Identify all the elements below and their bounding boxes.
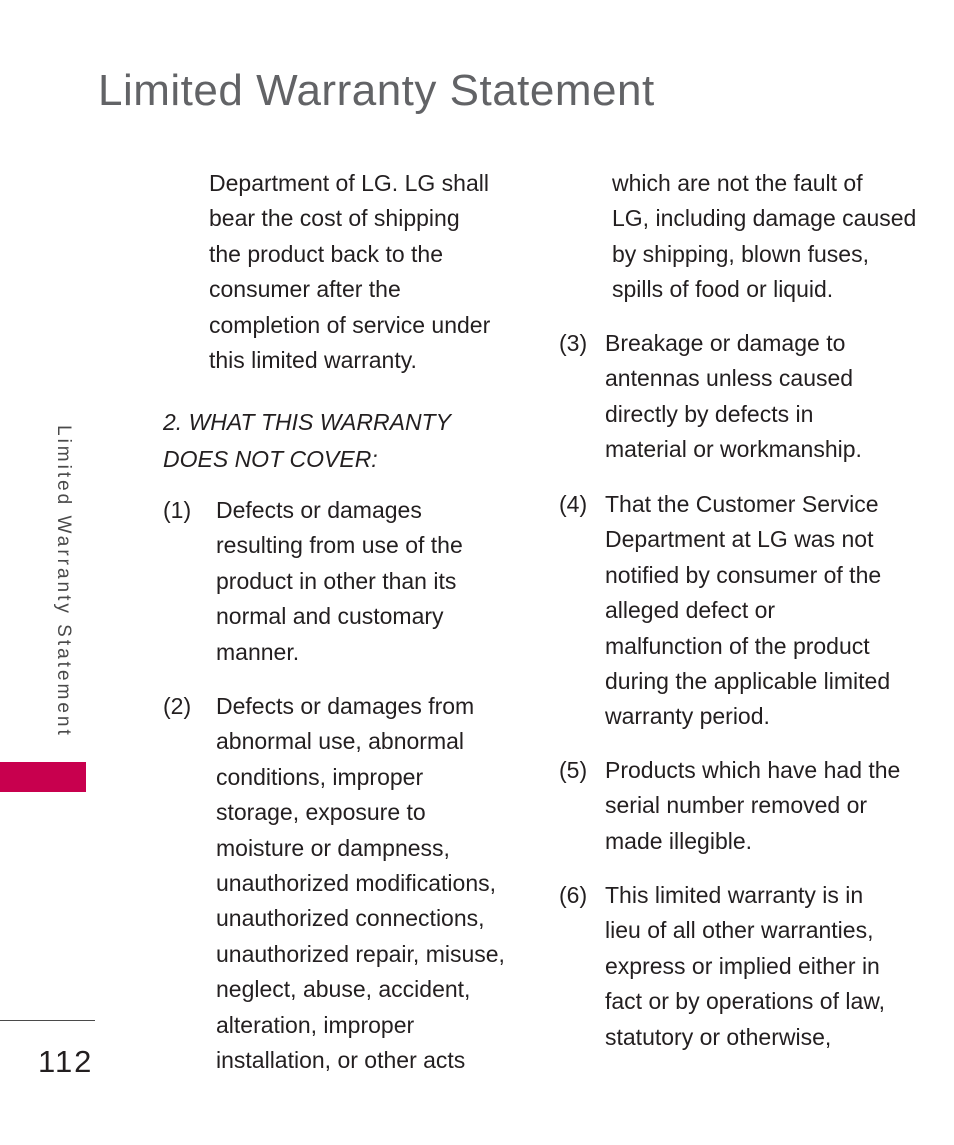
item-number: (1) bbox=[163, 497, 192, 523]
text-line: unauthorized modifications, bbox=[216, 870, 496, 897]
exclusion-item-6 bbox=[559, 878, 919, 1058]
text-line: LG, including damage caused bbox=[612, 205, 917, 232]
text-line: abnormal use, abnormal bbox=[216, 728, 465, 755]
item-number: (6) bbox=[559, 882, 588, 908]
text-line: manner. bbox=[216, 638, 300, 665]
item-number: (2) bbox=[163, 693, 192, 719]
text-line: unauthorized repair, misuse, bbox=[216, 940, 505, 967]
text-line: conditions, improper bbox=[216, 763, 424, 790]
text-line: lieu of all other warranties, bbox=[605, 917, 874, 944]
text-line: made illegible. bbox=[605, 827, 753, 854]
text-line: storage, exposure to bbox=[216, 799, 426, 826]
right-continuation-paragraph bbox=[612, 166, 916, 308]
text-line: resulting from use of the bbox=[216, 532, 463, 559]
exclusion-item-2 bbox=[163, 689, 503, 1084]
page-number: 112 bbox=[38, 1044, 94, 1079]
text-line: Defects or damages bbox=[216, 497, 422, 523]
item-text bbox=[216, 689, 505, 1078]
text-line: by shipping, blown fuses, bbox=[612, 240, 869, 267]
item-text bbox=[605, 326, 862, 468]
text-line: alteration, improper bbox=[216, 1011, 415, 1038]
exclusion-item-3 bbox=[559, 326, 919, 471]
text-line: bear the cost of shipping bbox=[209, 205, 460, 232]
text-line: this limited warranty. bbox=[209, 347, 417, 374]
text-line: statutory or otherwise, bbox=[605, 1023, 832, 1050]
text-line: installation, or other acts bbox=[216, 1047, 466, 1074]
text-line: Department at LG was not bbox=[605, 526, 874, 553]
text-line: serial number removed or bbox=[605, 792, 868, 819]
text-line: completion of service under bbox=[209, 311, 491, 338]
text-line: Defects or damages from bbox=[216, 693, 475, 719]
item-number: (4) bbox=[559, 491, 588, 517]
text-line: product in other than its bbox=[216, 567, 457, 594]
item-text bbox=[216, 493, 463, 670]
exclusion-item-1 bbox=[163, 493, 503, 673]
text-line: the product back to the bbox=[209, 240, 443, 267]
item-text bbox=[605, 487, 890, 735]
text-line: express or implied either in bbox=[605, 952, 880, 979]
text-line: moisture or dampness, bbox=[216, 834, 450, 861]
text-line: spills of food or liquid. bbox=[612, 276, 834, 303]
text-line: unauthorized connections, bbox=[216, 905, 485, 932]
heading-line: 2. WHAT THIS WARRANTY bbox=[163, 409, 451, 435]
page-title: Limited Warranty Statement bbox=[98, 66, 655, 115]
side-tab-marker bbox=[0, 762, 86, 792]
footer-divider bbox=[0, 1020, 95, 1021]
text-line: normal and customary bbox=[216, 603, 444, 630]
item-text bbox=[605, 753, 900, 859]
text-line: directly by defects in bbox=[605, 400, 814, 427]
text-line: alleged defect or bbox=[605, 597, 776, 624]
text-line: consumer after the bbox=[209, 276, 401, 303]
exclusion-item-4 bbox=[559, 487, 919, 737]
left-intro-paragraph bbox=[209, 166, 490, 378]
text-line: malfunction of the product bbox=[605, 632, 870, 659]
heading-line: DOES NOT COVER: bbox=[163, 446, 378, 472]
item-number: (5) bbox=[559, 757, 588, 783]
text-line: warranty period. bbox=[605, 703, 770, 730]
section-heading bbox=[163, 404, 451, 478]
text-line: That the Customer Service bbox=[605, 491, 879, 517]
text-line: fact or by operations of law, bbox=[605, 988, 885, 1015]
text-line: during the applicable limited bbox=[605, 668, 891, 695]
side-tab-label: Limited Warranty Statement bbox=[53, 425, 74, 738]
text-line: Products which have had the bbox=[605, 757, 901, 783]
item-number: (3) bbox=[559, 330, 588, 356]
text-line: antennas unless caused bbox=[605, 365, 854, 392]
text-line: material or workmanship. bbox=[605, 436, 862, 463]
text-line: which are not the fault of bbox=[612, 170, 863, 196]
text-line: notified by consumer of the bbox=[605, 561, 882, 588]
text-line: Department of LG. LG shall bbox=[209, 170, 489, 196]
exclusion-item-5 bbox=[559, 753, 919, 863]
text-line: Breakage or damage to bbox=[605, 330, 846, 356]
text-line: neglect, abuse, accident, bbox=[216, 976, 471, 1003]
item-text bbox=[605, 878, 885, 1055]
text-line: This limited warranty is in bbox=[605, 882, 864, 908]
